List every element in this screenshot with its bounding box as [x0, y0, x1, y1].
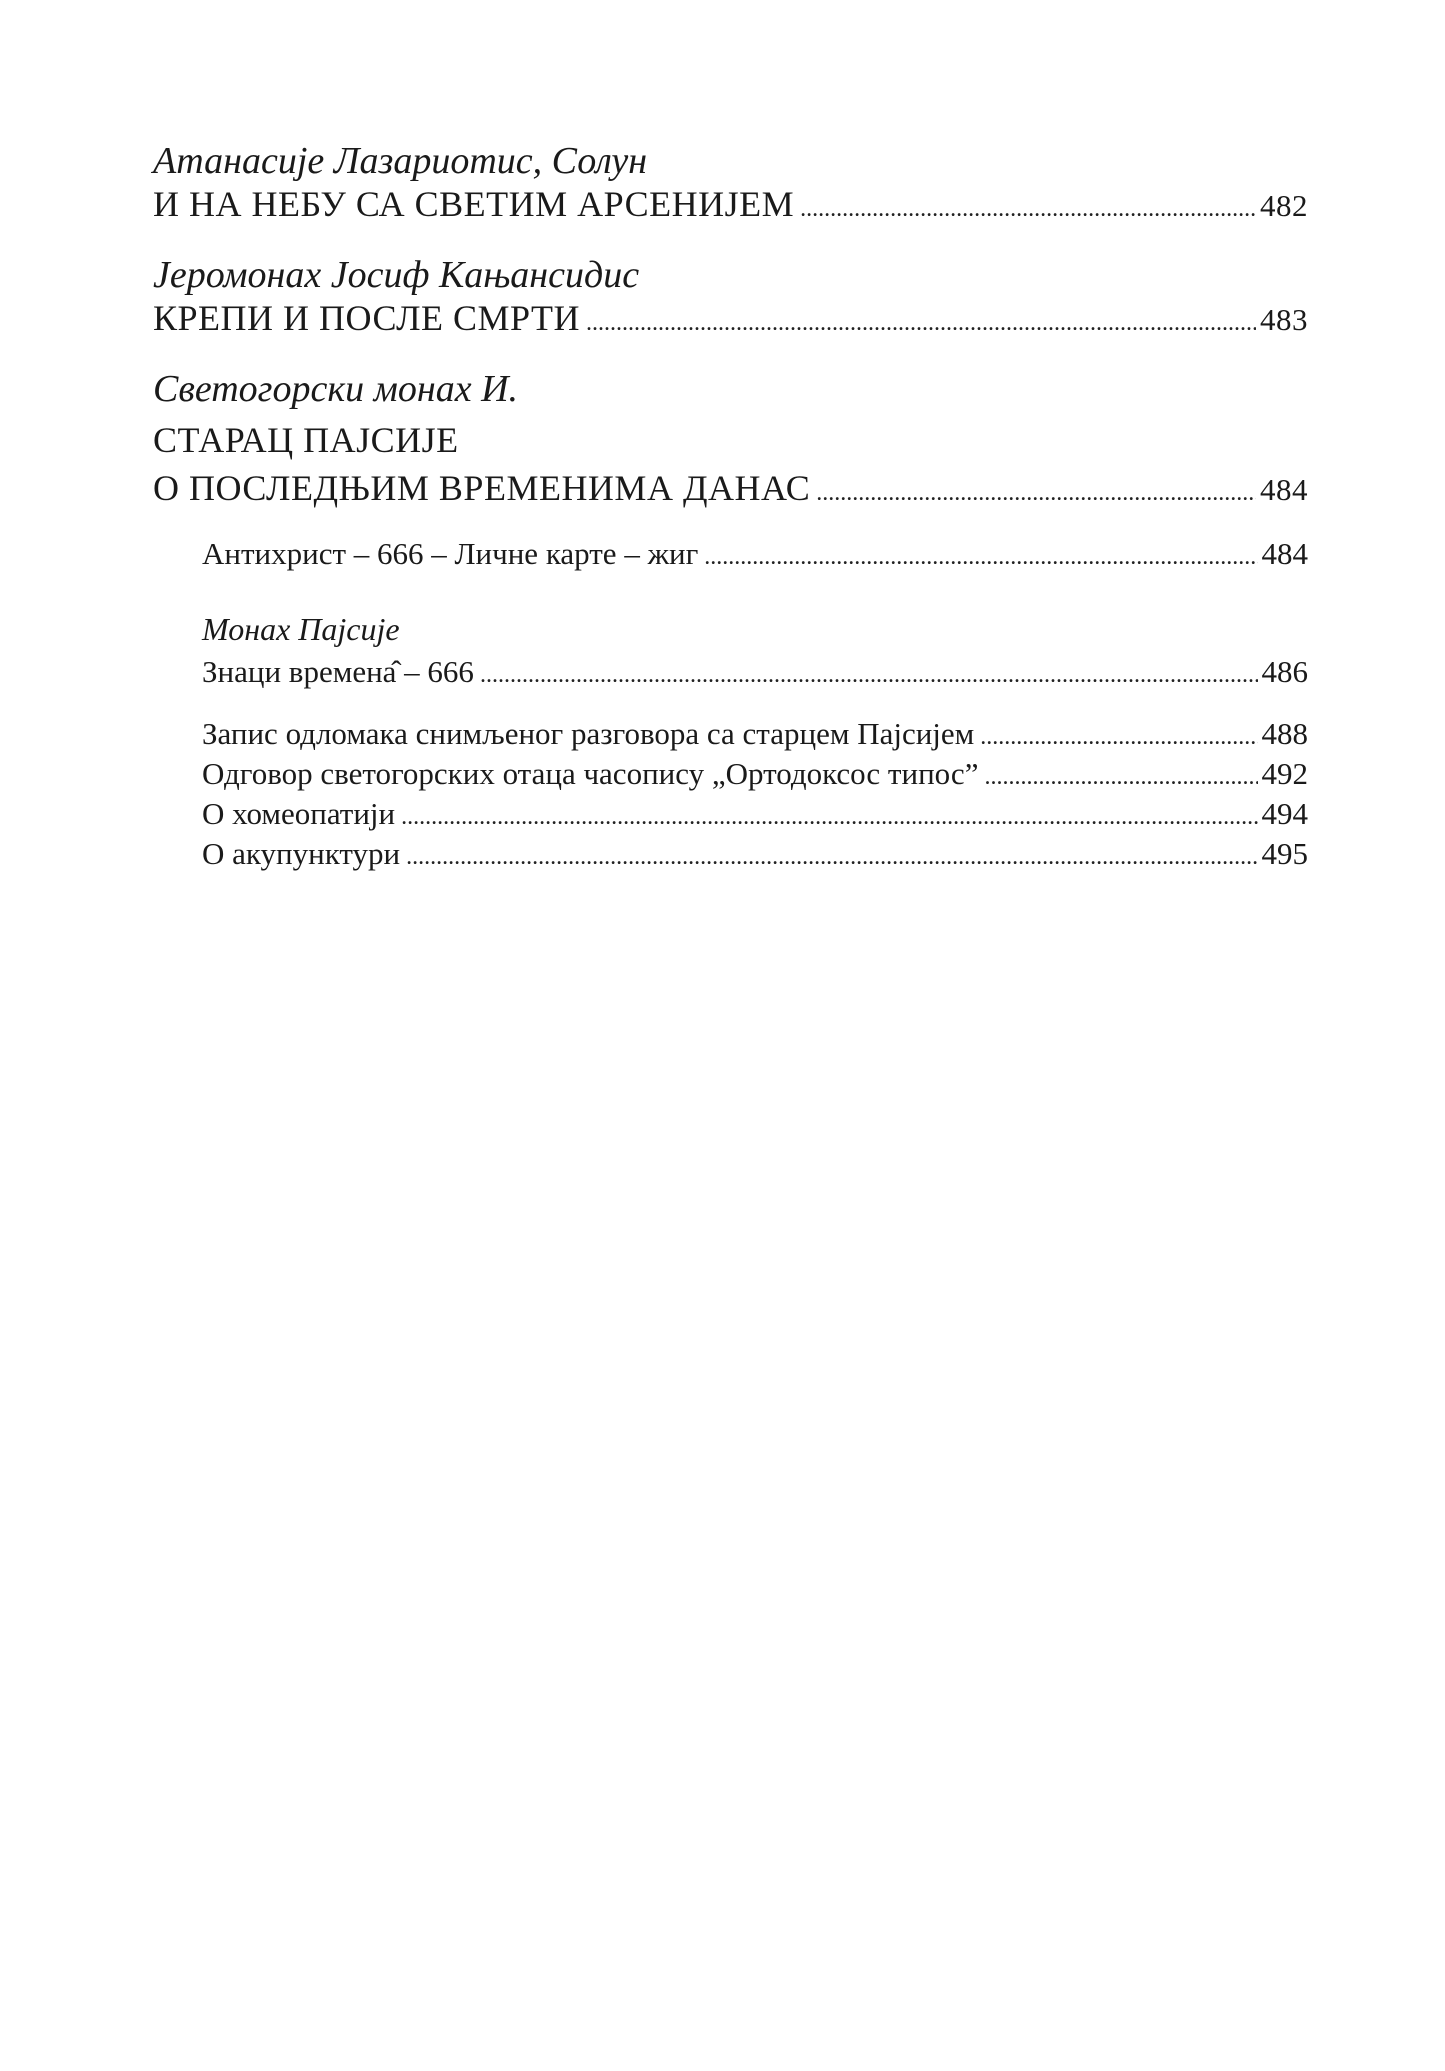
toc-block-3 [153, 366, 1308, 512]
toc-subentry-title: О акупунктури [202, 836, 401, 871]
toc-block-1 [153, 138, 1308, 228]
toc-subentry-title: Знаци времена̂ – 666 [202, 654, 474, 689]
toc-page-number: 484 [1260, 472, 1308, 507]
toc-page-number: 494 [1261, 796, 1308, 831]
toc-page-number: 482 [1260, 188, 1308, 223]
dot-leader [586, 311, 1256, 335]
toc-page-number: 492 [1261, 756, 1308, 791]
toc-entry-title-line: СТАРАЦ ПАЈСИЈЕ [153, 420, 459, 460]
dot-leader [401, 805, 1257, 829]
dot-leader [816, 481, 1256, 505]
toc-entry[interactable] [153, 182, 1308, 228]
toc-subentry-title: Антихрист – 666 – Личне карте – жиг [202, 536, 699, 571]
toc-subentry[interactable] [202, 714, 1308, 754]
table-of-contents [153, 132, 1308, 874]
toc-page-number: 488 [1261, 716, 1308, 751]
toc-subentry-title: О хомеопатији [202, 796, 396, 831]
toc-author: Светогорски монах И. [153, 368, 519, 410]
toc-entry[interactable] [153, 466, 1308, 512]
toc-entry[interactable] [153, 296, 1308, 342]
toc-subentry[interactable] [202, 754, 1308, 794]
toc-subentry-author: Монах Пајсије [202, 611, 400, 647]
dot-leader [704, 545, 1257, 569]
toc-subentry-title: Запис одломака снимљеног разговора са старцем Пајсијем [202, 716, 975, 751]
dot-leader [480, 663, 1258, 687]
toc-page-number: 495 [1261, 836, 1308, 871]
dot-leader [984, 765, 1257, 789]
toc-block-2 [153, 252, 1308, 342]
dot-leader [980, 725, 1257, 749]
toc-subentry-title: Одговор светогорских отаца часопису „Ортодоксос типос” [202, 756, 979, 791]
toc-entry-title: КРЕПИ И ПОСЛЕ СМРТИ [153, 298, 580, 338]
toc-subentry[interactable] [202, 834, 1308, 874]
toc-subentry[interactable] [202, 794, 1308, 834]
toc-author: Јеромонах Јосиф Кањансидис [153, 254, 640, 296]
toc-entry-title: О ПОСЛЕДЊИМ ВРЕМЕНИМА ДАНАС [153, 468, 811, 508]
dot-leader [406, 845, 1257, 869]
toc-page-number: 484 [1261, 536, 1308, 571]
dot-leader [800, 197, 1256, 221]
toc-page-number: 486 [1261, 654, 1308, 689]
toc-subentry[interactable] [202, 652, 1308, 692]
toc-subentry[interactable] [202, 534, 1308, 574]
toc-author: Атанасије Лазариотис, Солун [153, 140, 648, 182]
toc-page-number: 483 [1260, 302, 1308, 337]
toc-entry-title: И НА НЕБУ СА СВЕТИМ АРСЕНИЈЕМ [153, 184, 795, 224]
